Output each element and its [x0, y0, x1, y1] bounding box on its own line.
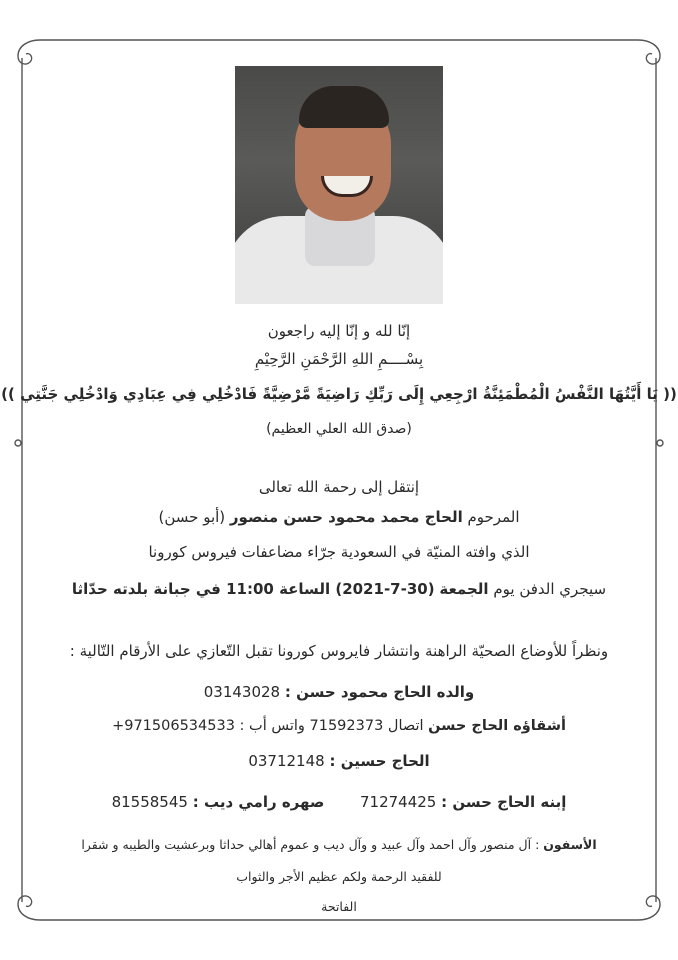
- sadaqa-text: (صدق الله العلي العظيم): [266, 421, 412, 437]
- burial-line: [0, 580, 678, 598]
- basmala-text: بِسْــــمِ اللهِ الرَّحْمَنِ الرَّحِيْمِ: [254, 350, 424, 368]
- burial-details: (30-7-2021) الساعة 11:00 في جبانة بلدته حدّاثا: [71, 580, 435, 598]
- father-label: والده الحاج محمود حسن :: [284, 683, 475, 701]
- fatiha-text: الفاتحة: [321, 899, 357, 914]
- burial-prefix: سيجري الدفن يوم: [493, 580, 607, 598]
- brothers-phone: اتصال 71592373 واتس أب : 971506534533+: [112, 718, 424, 734]
- cause-text: الذي وافته المنيّة في السعودية جرّاء مضاعفات فيروس كورونا: [148, 543, 530, 561]
- father-phone: 03143028: [203, 683, 281, 701]
- brothers-contact: [0, 718, 678, 735]
- father-contact: [0, 683, 678, 701]
- soninlaw-label: صهره رامي ديب :: [192, 793, 325, 811]
- inna-lillah-text: إنّا لله و إنّا إليه راجعون: [267, 322, 411, 340]
- mourners-families: : آل منصور وآل احمد وآل عبيد و وآل ديب و عموم أهالي حداثا وبرعشيت والطيبه و شقرا: [81, 837, 540, 852]
- burial-day: الجمعة: [439, 580, 489, 598]
- son-phone: 71274425: [360, 793, 437, 811]
- photo-hair: [299, 86, 389, 128]
- hussein-contact: [0, 752, 678, 770]
- son-contacts: [0, 793, 678, 811]
- brothers-label: أشقاؤه الحاج حسن: [428, 718, 566, 734]
- deceased-photo: [235, 66, 443, 304]
- deceased-name: الحاج محمد محمود حسن منصور: [229, 508, 463, 526]
- condolence-wish: للفقيد الرحمة ولكم عظيم الأجر والثواب: [236, 869, 442, 884]
- mourners-label: الأسفون: [543, 837, 597, 852]
- intaqal-text: إنتقل إلى رحمة الله تعالى: [258, 478, 420, 496]
- hussein-label: الحاج حسين :: [329, 752, 430, 770]
- deceased-name-line: [0, 508, 678, 526]
- condolence-notice: ونظراً للأوضاع الصحيّة الراهنة وانتشار فايروس كورونا تقبل التّعازي على الأرقام التّالية :: [69, 642, 609, 660]
- son-label: إبنه الحاج حسن :: [441, 793, 567, 811]
- soninlaw-phone: 81558545: [111, 793, 188, 811]
- deceased-nickname: (أبو حسن): [158, 508, 226, 526]
- marhoum-prefix: المرحوم: [467, 508, 520, 526]
- mourners-line: [0, 837, 678, 852]
- quran-verse: (( يَا أَيَّتُهَا النَّفْسُ الْمُطْمَئِنَّةُ ارْجِعِي إِلَى رَبِّكِ رَاضِيَةً مَّرْضِيَّةً فَادْخُلِي فِي عِبَادِي وَادْخُلِي جَنَّتِي )): [1, 385, 677, 403]
- hussein-phone: 03712148: [248, 752, 325, 770]
